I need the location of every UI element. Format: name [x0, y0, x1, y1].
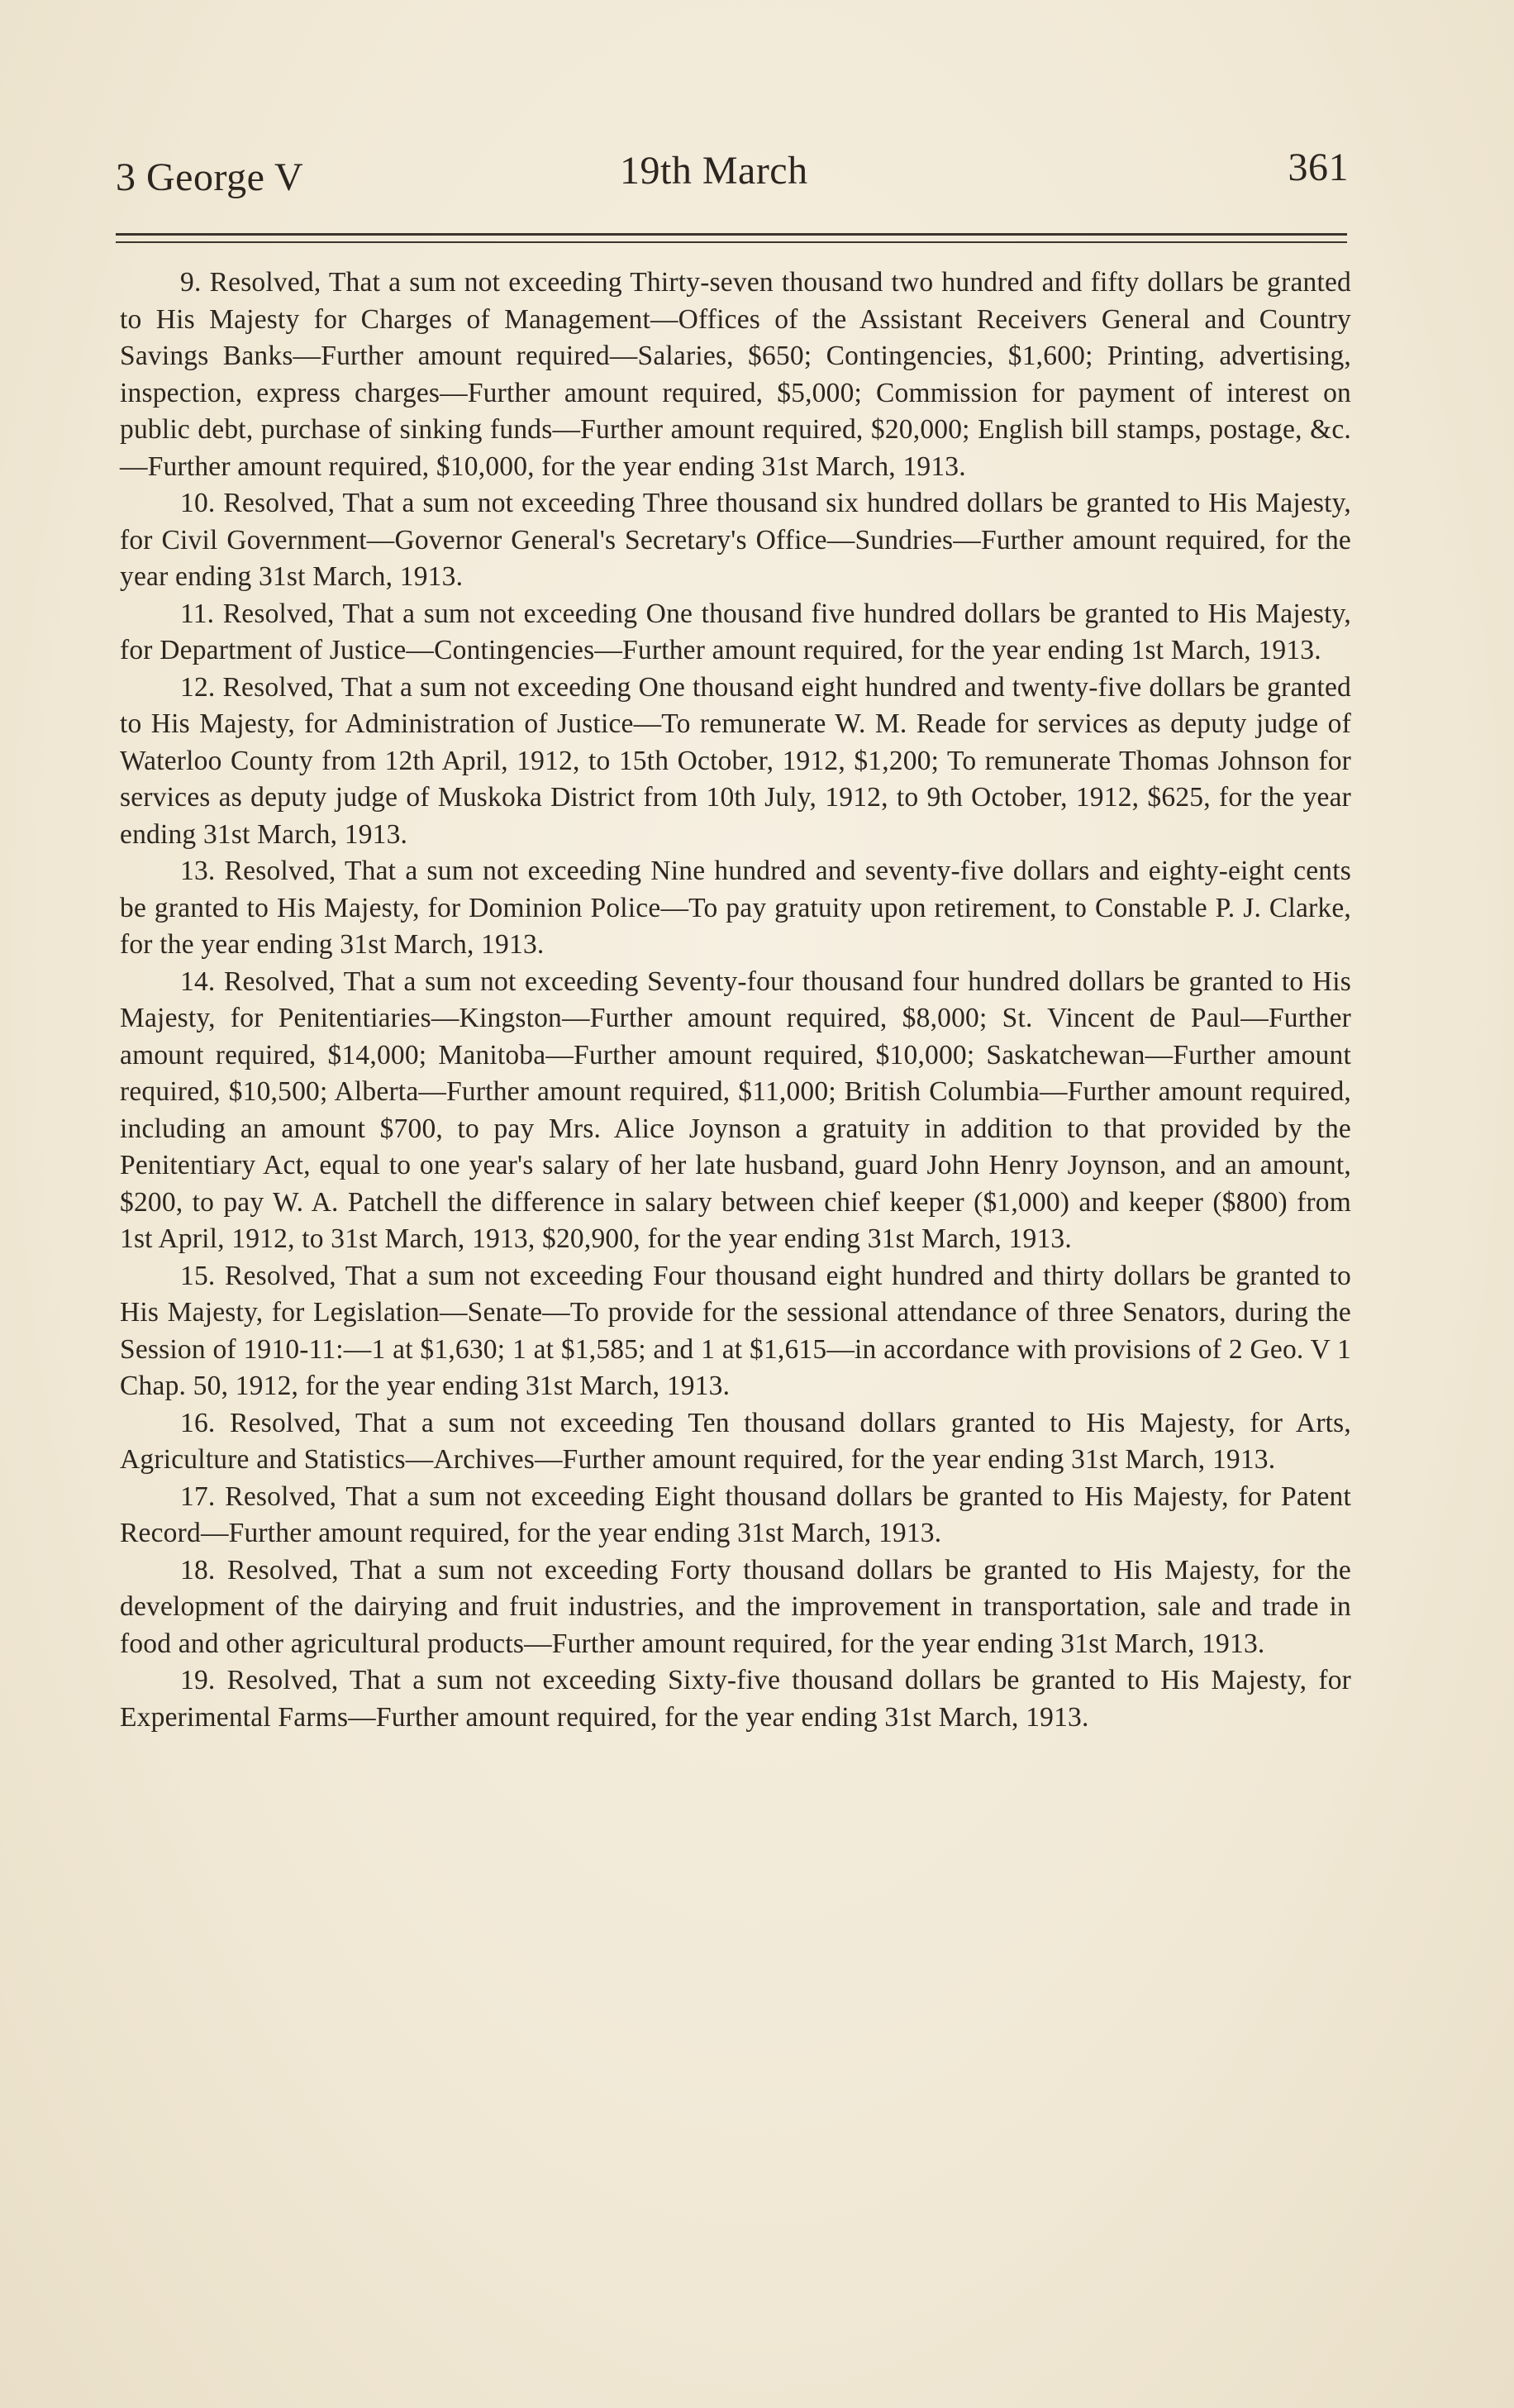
resolution-11: 11. Resolved, That a sum not exceeding One thousand five hundred dollars be granted to His Majesty, for Department of Justice—Contingencies—Further amount required, for the year ending 1st March, 1913. — [120, 598, 1351, 665]
resolution-10: 10. Resolved, That a sum not exceeding Three thousand six hundred dollars be granted to His Majesty, for Civil Government—Governor General's Secretary's Office—Sundries—Further amount required, for the year ending 31st March, 1913. — [120, 488, 1351, 592]
resolution-16: 16. Resolved, That a sum not exceeding Ten thousand dollars granted to His Majesty, for Arts, Agriculture and Statistics—Archives—Further amount required, for the year ending 31st March, 1913. — [120, 1407, 1351, 1475]
resolution-12: 12. Resolved, That a sum not exceeding One thousand eight hundred and twenty-five dollars be granted to His Majesty, for Administration of Justice—To remunerate W. M. Reade for services as deputy judge of Waterloo County from 12th April, 1912, to 15th October, 1912, $1,200; To remunerate Thomas Johnson for services as deputy judge of Muskoka District from 10th July, 1912, to 9th October, 1912, $625, for the year ending 31st March, 1913. — [120, 671, 1351, 850]
header-rule-top — [116, 233, 1347, 236]
resolution-9: 9. Resolved, That a sum not exceeding Thirty-seven thousand two hundred and fifty dollars be granted to His Majesty for Charges of Management—Offices of the Assistant Receivers General and Country Savings Banks—Further amount required—Salaries, $650; Contingencies, $1,600; Printing, advertising, inspection, express charges—Further amount required, $5,000; Commission for payment of interest on public debt, purchase of sinking funds—Further amount required, $20,000; English bill stamps, postage, &c.—Further amount required, $10,000, for the year ending 31st March, 1913. — [120, 267, 1351, 482]
header-rule-bottom — [116, 241, 1347, 243]
page-header — [116, 145, 1349, 203]
document-body — [120, 265, 1351, 1736]
resolution-14: 14. Resolved, That a sum not exceeding Seventy-four thousand four hundred dollars be granted to His Majesty, for Penitentiaries—Kingston—Further amount required, $8,000; St. Vincent de Paul—Further amount required, $14,000; Manitoba—Further amount required, $10,000; Saskatchewan—Further amount required, $10,500; Alberta—Further amount required, $11,000; British Columbia—Further amount required, including an amount $700, to pay Mrs. Alice Joynson a gratuity in addition to that provided by the Penitentiary Act, equal to one year's salary of her late husband, guard John Henry Joynson, and an amount, $200, to pay W. A. Patchell the difference in salary between chief keeper ($1,000) and keeper ($800) from 1st April, 1912, to 31st March, 1913, $20,900, for the year ending 31st March, 1913. — [120, 966, 1351, 1254]
resolution-13: 13. Resolved, That a sum not exceeding Nine hundred and seventy-five dollars and eighty-eight cents be granted to His Majesty, for Dominion Police—To pay gratuity upon retirement, to Constable P. J. Clarke, for the year ending 31st March, 1913. — [120, 856, 1351, 960]
page-number: 361 — [1288, 145, 1349, 189]
resolution-18: 18. Resolved, That a sum not exceeding Forty thousand dollars be granted to His Majesty, for the development of the dairying and fruit industries, and the improvement in transportation, sale and trade in food and other agricultural products—Further amount required, for the year ending 31st March, 1913. — [120, 1554, 1351, 1659]
resolution-15: 15. Resolved, That a sum not exceeding Four thousand eight hundred and thirty dollars be granted to His Majesty, for Legislation—Senate—To provide for the sessional attendance of three Senators, during the Session of 1910-11:—1 at $1,630; 1 at $1,585; and 1 at $1,615—in accordance with provisions of 2 Geo. V 1 Chap. 50, 1912, for the year ending 31st March, 1913. — [120, 1260, 1351, 1401]
header-date: 19th March — [620, 149, 808, 193]
header-regnal-year: 3 George V — [116, 155, 304, 199]
resolution-17: 17. Resolved, That a sum not exceeding Eight thousand dollars be granted to His Majesty, for Patent Record—Further amount required, for the year ending 31st March, 1913. — [120, 1481, 1351, 1548]
resolution-19: 19. Resolved, That a sum not exceeding Sixty-five thousand dollars be granted to His Majesty, for Experimental Farms—Further amount required, for the year ending 31st March, 1913. — [120, 1665, 1351, 1733]
